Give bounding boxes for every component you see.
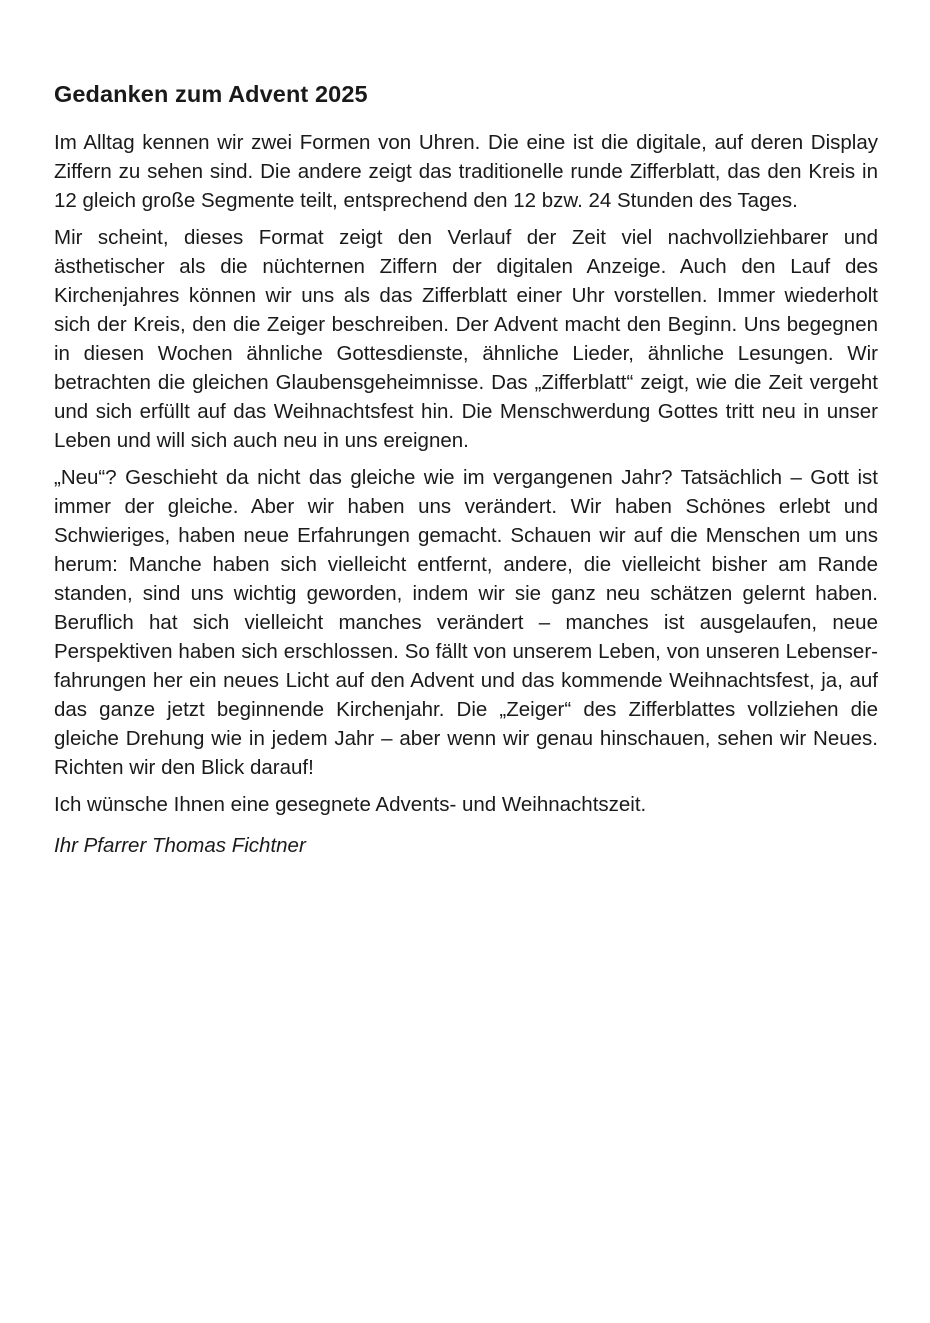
closing-line: Ich wünsche Ihnen eine gesegnete Advents- und Weihnachtszeit. <box>54 793 647 816</box>
article-title: Gedanken zum Advent 2025 <box>54 81 368 107</box>
signature: Ihr Pfarrer Thomas Fichtner <box>54 834 306 857</box>
article <box>54 78 878 860</box>
paragraph-2: Mir scheint, dieses Format zeigt den Verlauf der Zeit viel nachvollziehbarer und ästhetischer als die nüchternen Ziffern der digitalen Anzeige. Auch den Lauf des Kirchenjahres können wir uns als das Zifferblatt einer Uhr vorstellen. Immer wiederholt sich der Kreis, den die Zeiger beschreiben. Der Advent macht den Beginn. Uns begegnen in diesen Wochen ähnliche Gottesdienste, ähnliche Lieder, ähnliche Lesungen. Wir betrachten die gleichen Glaubensgeheimnisse. Das „Zifferblatt“ zeigt, wie die Zeit vergeht und sich erfüllt auf das Weihnachtsfest hin. Die Menschwerdung Gottes tritt neu in unser Leben und will sich auch neu in uns ereignen. <box>54 226 878 452</box>
paragraph-1: Im Alltag kennen wir zwei Formen von Uhren. Die eine ist die digitale, auf deren Display Ziffern zu sehen sind. Die andere zeigt das traditionelle runde Zifferblatt, das den Kreis in 12 gleich große Segmente teilt, entsprechend den 12 bzw. 24 Stunden des Tages. <box>54 131 878 212</box>
paragraph-3: „Neu“? Geschieht da nicht das gleiche wie im vergangenen Jahr? Tatsächlich – Gott ist immer der gleiche. Aber wir haben uns verändert. Wir haben Schönes erlebt und Schwieriges, haben neue Erfahrungen gemacht. Schauen wir auf die Menschen um uns herum: Manche haben sich vielleicht entfernt, andere, die vielleicht bisher am Rande standen, sind uns wichtig geworden, indem wir sie ganz neu schätzen gelernt haben. Beruflich hat sich vielleicht manches verändert – manches ist ausgelaufen, neue Perspektiven haben sich erschlossen. So fällt von unserem Leben, von unseren Lebenser-fahrungen her ein neues Licht auf den Advent und das kommende Weihnachtsfest, ja, auf das ganze jetzt beginnende Kirchenjahr. Die „Zeiger“ des Zifferblattes vollziehen die gleiche Drehung wie in jedem Jahr – aber wenn wir genau hinschauen, sehen wir Neues. Richten wir den Blick darauf! <box>54 466 878 779</box>
